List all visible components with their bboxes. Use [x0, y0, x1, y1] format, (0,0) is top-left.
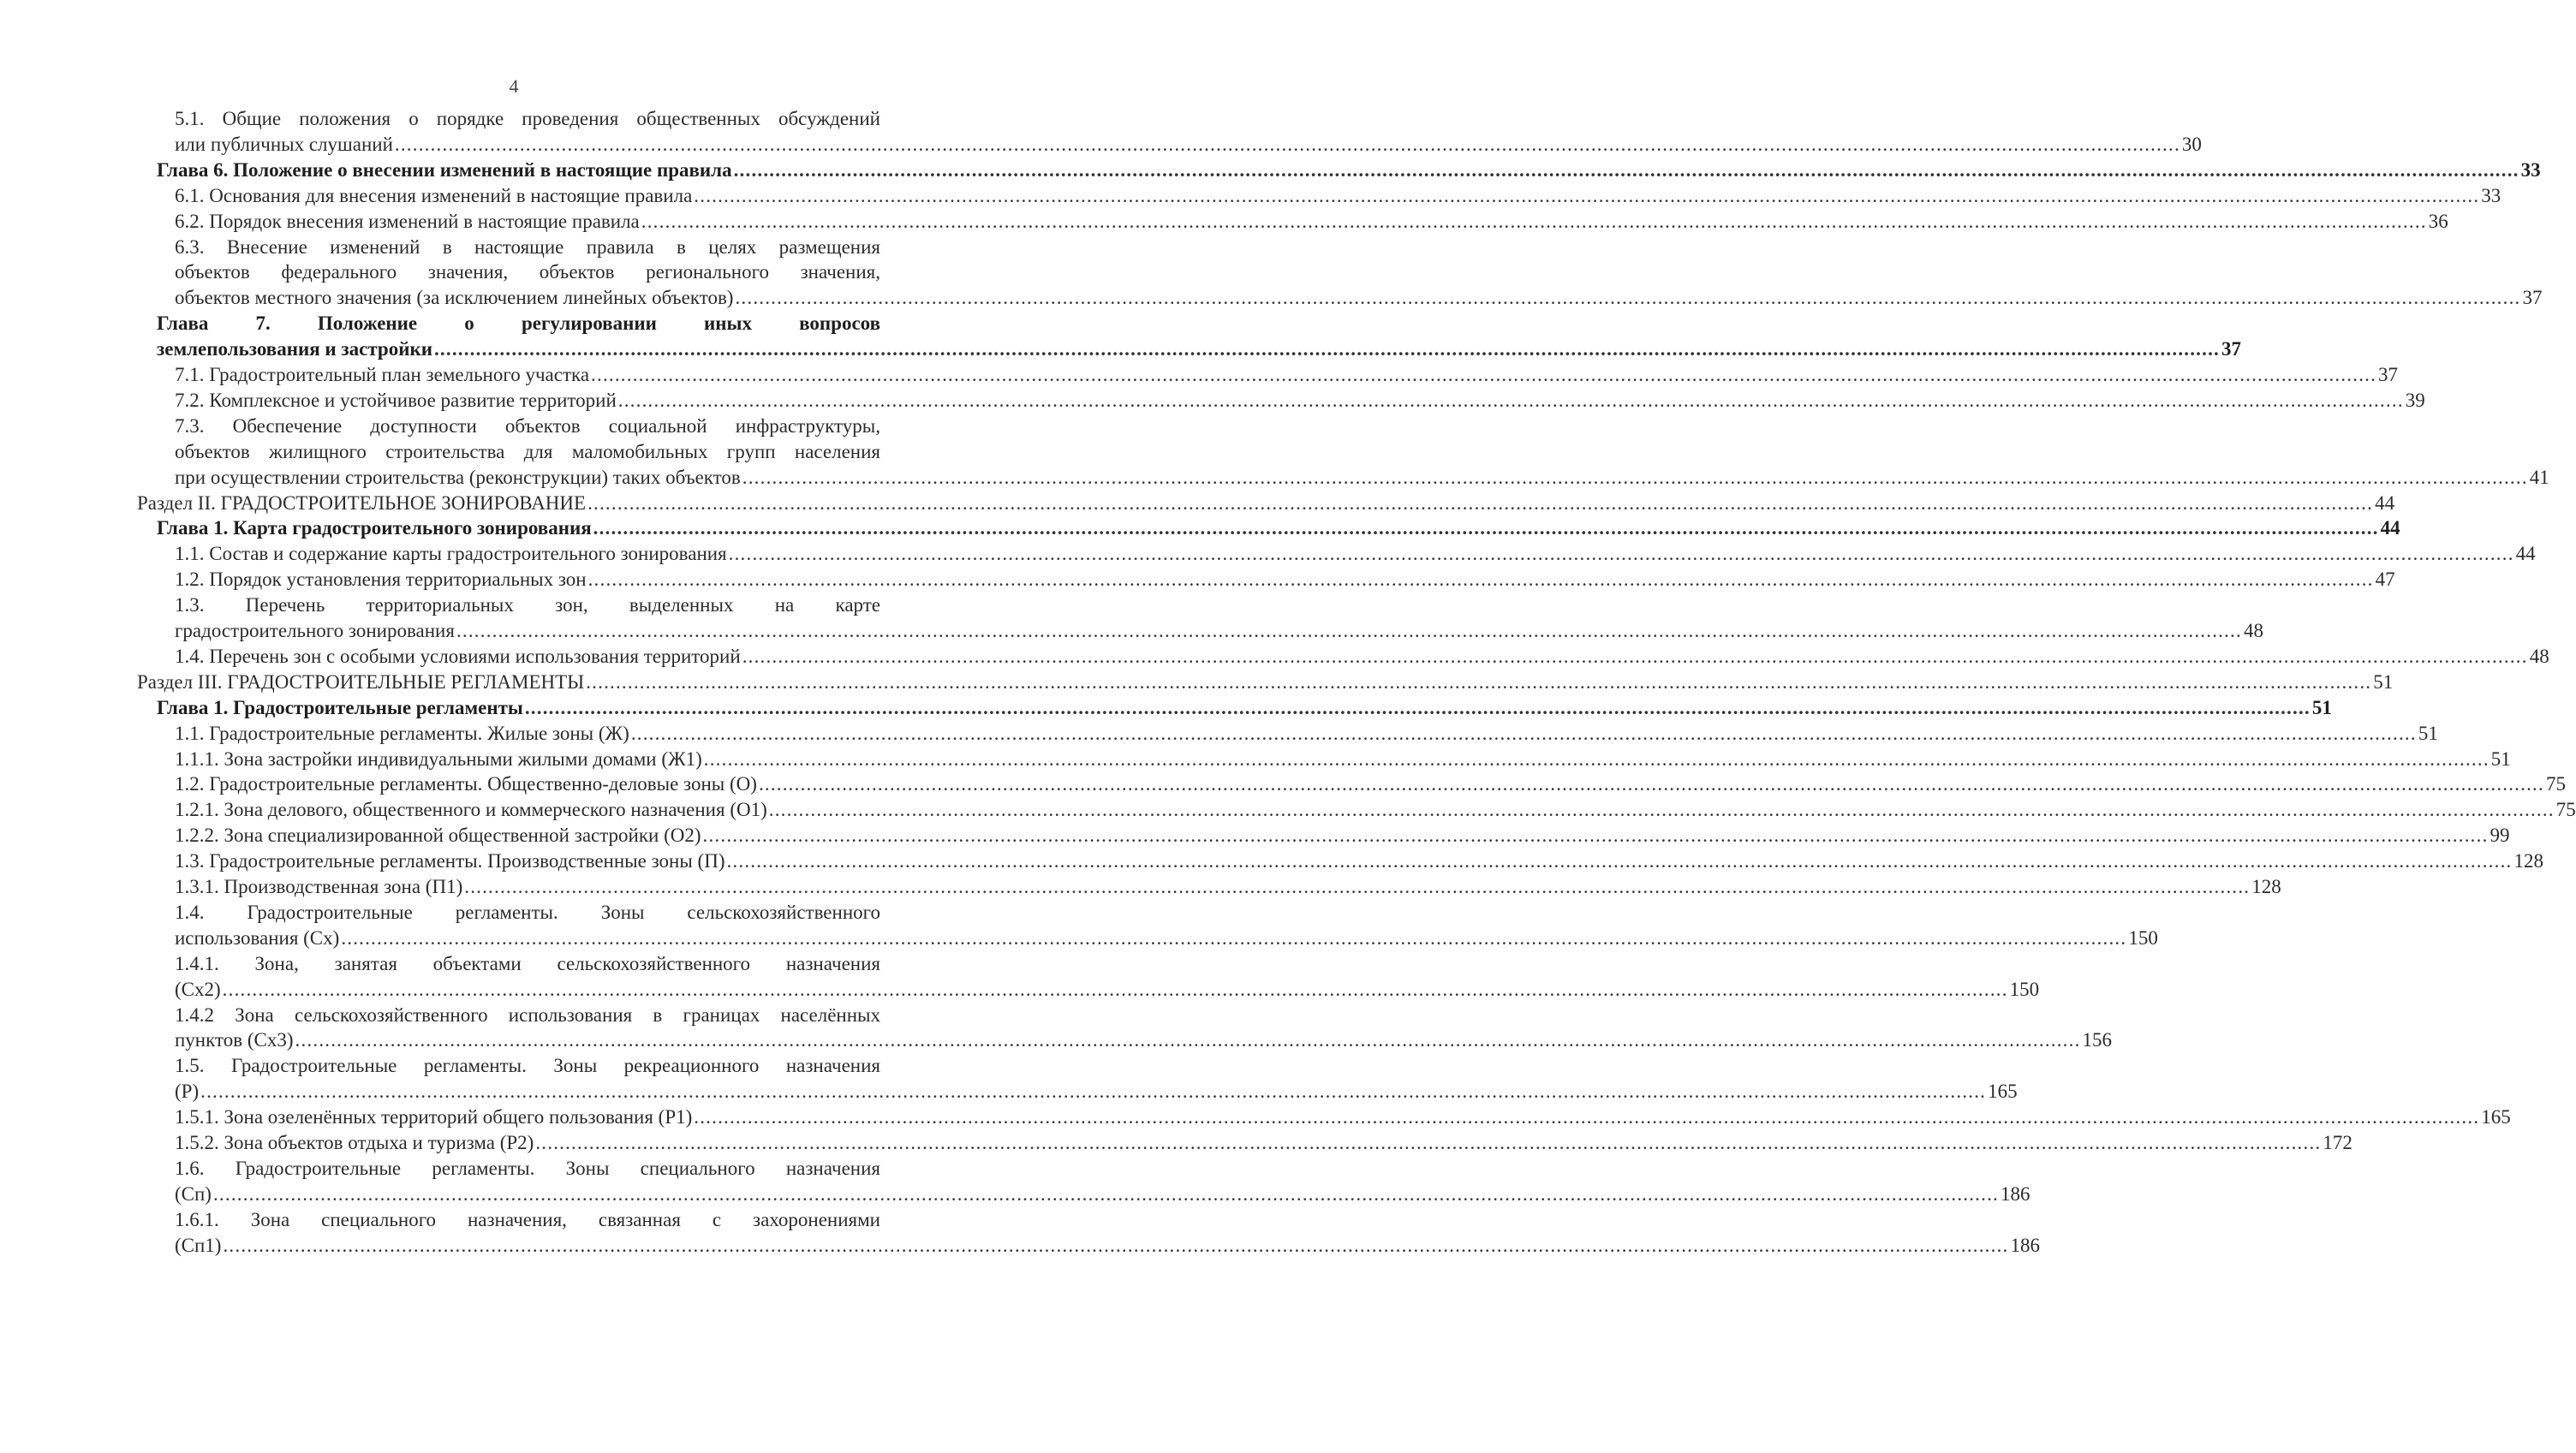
- toc-page-number: 165: [2481, 1106, 2511, 1128]
- toc-page-number: 99: [2490, 825, 2510, 847]
- toc-entry-text: 6.2. Порядок внесения изменений в настоящие правила: [175, 210, 640, 232]
- dot-leader: ............................................................................................................................................................................................................................................................................................................: [222, 978, 2008, 1000]
- toc-entry-text: 7.1. Градостроительный план земельного участка: [175, 364, 590, 385]
- toc-page-number: 44: [2380, 517, 2400, 539]
- dot-leader: ............................................................................................................................................................................................................................................................................................................: [694, 1106, 2480, 1128]
- toc-entry-text: 1.4.1. Зона, занятая объектами сельскохозяйственного назначения: [175, 952, 880, 974]
- toc-entry-line: [175, 848, 2543, 875]
- toc-entry-line: [157, 515, 2400, 542]
- toc-page-number: 172: [2323, 1132, 2352, 1153]
- toc-entry-text: 1.2.2. Зона специализированной общественной застройки (О2): [175, 825, 701, 847]
- dot-leader: ............................................................................................................................................................................................................................................................................................................: [464, 876, 2251, 897]
- toc-entry-text: градостроительного зонирования: [175, 620, 455, 641]
- toc-entry-line: [175, 873, 2281, 901]
- dot-leader: ............................................................................................................................................................................................................................................................................................................: [758, 773, 2544, 795]
- dot-leader: ............................................................................................................................................................................................................................................................................................................: [726, 850, 2513, 872]
- dot-leader: ............................................................................................................................................................................................................................................................................................................: [456, 620, 2242, 641]
- toc-entry-line: [157, 157, 2541, 184]
- dot-leader: ............................................................................................................................................................................................................................................................................................................: [295, 1029, 2081, 1051]
- toc-entry-text: 1.5. Градостроительные регламенты. Зоны рекреационного назначения: [175, 1055, 880, 1077]
- toc-entry-text: или публичных слушаний: [175, 133, 393, 155]
- toc-entry-text: 1.4. Градостроительные регламенты. Зоны сельскохозяйственного: [175, 901, 880, 923]
- toc-page-number: 186: [2000, 1182, 2030, 1205]
- toc-entry-line: [175, 1104, 2511, 1131]
- toc-entry-text: Глава 1. Градостроительные регламенты: [157, 696, 523, 718]
- toc-entry-line: [175, 1129, 2352, 1157]
- dot-leader: ............................................................................................................................................................................................................................................................................................................: [742, 466, 2528, 488]
- toc-entry-line: [175, 925, 2158, 952]
- toc-entry-text: 1.3. Градостроительные регламенты. Производственные зоны (П): [175, 850, 725, 872]
- dot-leader: ............................................................................................................................................................................................................................................................................................................: [212, 1182, 1999, 1205]
- dot-leader: ............................................................................................................................................................................................................................................................................................................: [735, 287, 2521, 309]
- toc-page-number: 128: [2251, 876, 2281, 897]
- toc-page-number: 41: [2529, 466, 2549, 488]
- toc-entry-text: 1.2. Градостроительные регламенты. Общественно-деловые зоны (О): [175, 773, 757, 795]
- toc-entry-text: 1.2.1. Зона делового, общественного и коммерческого назначения (О1): [175, 799, 767, 821]
- toc-page-number: 44: [2515, 543, 2536, 565]
- toc-entry-text: 6.1. Основания для внесения изменений в настоящие правила: [175, 184, 693, 206]
- toc-entry-line: [137, 669, 2394, 696]
- toc-entry-text: 1.6. Градостроительные регламенты. Зоны специального назначения: [175, 1157, 880, 1179]
- dot-leader: ............................................................................................................................................................................................................................................................................................................: [586, 670, 2372, 693]
- toc-page-number: 75: [2545, 773, 2566, 795]
- toc-entry-text: землепользования и застройки: [157, 338, 432, 360]
- toc-entry-text: 1.3. Перечень территориальных зон, выделенных на карте: [175, 594, 880, 616]
- toc-page-number: 47: [2375, 569, 2395, 591]
- toc-page-number: 128: [2513, 850, 2543, 872]
- toc-entry-text: объектов федерального значения, объектов регионального значения,: [175, 261, 880, 283]
- toc-entry-text: 1.3.1. Производственная зона (П1): [175, 876, 463, 897]
- toc-entry-text: 7.2. Комплексное и устойчивое развитие территорий: [175, 389, 617, 411]
- toc-entry-line: [175, 284, 2543, 312]
- toc-entry-line: [175, 822, 2510, 849]
- toc-page-number: 150: [2128, 926, 2158, 949]
- toc-page-number: 30: [2181, 133, 2202, 155]
- toc-entry-line: [175, 796, 2576, 824]
- toc-entry-text: объектов местного значения (за исключением линейных объектов): [175, 287, 734, 309]
- toc-page-number: 37: [2522, 287, 2543, 309]
- dot-leader: ............................................................................................................................................................................................................................................................................................................: [703, 747, 2490, 770]
- toc-page-number: 39: [2405, 389, 2425, 411]
- toc-entry-text: 1.5.2. Зона объектов отдыха и туризма (Р2): [175, 1132, 534, 1153]
- toc-entry-text: Глава 6. Положение о внесении изменений в настоящие правила: [157, 158, 732, 181]
- toc-entry-text: 1.1. Состав и содержание карты градостроительного зонирования: [175, 543, 727, 565]
- toc-entry-line: [175, 1078, 2018, 1105]
- toc-entry-line: [175, 976, 2040, 1003]
- dot-leader: ............................................................................................................................................................................................................................................................................................................: [593, 517, 2379, 539]
- toc-entry-text: 1.1. Градостроительные регламенты. Жилые зоны (Ж): [175, 722, 629, 744]
- dot-leader: ............................................................................................................................................................................................................................................................................................................: [742, 645, 2528, 667]
- toc-entry-text: 5.1. Общие положения о порядке проведения общественных обсуждений: [175, 108, 880, 129]
- dot-leader: ............................................................................................................................................................................................................................................................................................................: [630, 722, 2417, 744]
- toc-entry-line: [175, 771, 2566, 798]
- toc-entry-line: [175, 540, 2536, 568]
- toc-entry-line: [175, 387, 2425, 414]
- toc-entry-text: (Р): [175, 1081, 200, 1103]
- toc-entry-line: [175, 208, 2448, 235]
- toc-entry-text: (Сх2): [175, 978, 221, 1000]
- toc-page-number: 48: [2529, 645, 2549, 667]
- toc-entry-text: 1.4. Перечень зон с особыми условиями использования территорий: [175, 645, 741, 667]
- toc-entry-text: объектов жилищного строительства для маломобильных групп населения: [175, 440, 880, 462]
- toc-page-number: 156: [2082, 1029, 2113, 1051]
- dot-leader: ............................................................................................................................................................................................................................................................................................................: [587, 569, 2374, 591]
- toc-entry-line: [175, 361, 2399, 389]
- toc-page-number: 51: [2311, 696, 2332, 718]
- page-number: 4: [509, 75, 519, 97]
- toc-page-number: 51: [2490, 747, 2511, 770]
- toc-entry-text: Раздел II. ГРАДОСТРОИТЕЛЬНОЕ ЗОНИРОВАНИЕ: [137, 491, 587, 514]
- dot-leader: ............................................................................................................................................................................................................................................................................................................: [587, 491, 2374, 514]
- toc-entry-text: 7.3. Обеспечение доступности объектов социальной инфраструктуры,: [175, 414, 880, 437]
- toc-entry-text: 1.2. Порядок установления территориальных зон: [175, 569, 587, 591]
- toc-entry-text: 1.5.1. Зона озеленённых территорий общего пользования (Р1): [175, 1106, 693, 1128]
- dot-leader: ............................................................................................................................................................................................................................................................................................................: [702, 825, 2489, 847]
- toc-entry-line: [175, 1027, 2113, 1054]
- dot-leader: ............................................................................................................................................................................................................................................................................................................: [591, 364, 2377, 385]
- toc-entry-line: [175, 566, 2395, 593]
- toc-entry-text: использования (Сх): [175, 926, 340, 949]
- toc-entry-text: 6.3. Внесение изменений в настоящие правила в целях размещения: [175, 235, 880, 258]
- toc-page-number: 51: [2418, 722, 2438, 744]
- toc-entry-text: Глава 1. Карта градостроительного зонирования: [157, 517, 592, 539]
- toc-page-number: 33: [2520, 158, 2541, 181]
- dot-leader: ............................................................................................................................................................................................................................................................................................................: [617, 389, 2404, 411]
- toc-entry-line: [137, 490, 2395, 517]
- toc-entry-line: [175, 1181, 2030, 1208]
- dot-leader: ............................................................................................................................................................................................................................................................................................................: [768, 799, 2555, 821]
- dot-leader: ............................................................................................................................................................................................................................................................................................................: [223, 1234, 2009, 1256]
- toc-entry-text: Глава 7. Положение о регулировании иных вопросов: [157, 313, 880, 335]
- toc-page-number: 165: [1988, 1081, 2018, 1103]
- toc-page-number: 36: [2428, 210, 2448, 232]
- toc-entry-line: [175, 617, 2263, 645]
- toc-page-number: 150: [2009, 978, 2040, 1000]
- toc-page-number: 44: [2375, 491, 2395, 514]
- toc-entry-line: [175, 131, 2202, 158]
- dot-leader: ............................................................................................................................................................................................................................................................................................................: [535, 1132, 2322, 1153]
- dot-leader: ............................................................................................................................................................................................................................................................................................................: [733, 158, 2519, 181]
- dot-leader: ............................................................................................................................................................................................................................................................................................................: [694, 184, 2480, 206]
- dot-leader: ............................................................................................................................................................................................................................................................................................................: [641, 210, 2427, 232]
- toc-entry-text: (Сп1): [175, 1234, 222, 1256]
- toc-page-number: 48: [2243, 620, 2263, 641]
- toc-page-number: 33: [2481, 184, 2501, 206]
- dot-leader: ............................................................................................................................................................................................................................................................................................................: [341, 926, 2127, 949]
- toc-entry-line: [175, 182, 2501, 210]
- dot-leader: ............................................................................................................................................................................................................................................................................................................: [433, 338, 2220, 360]
- toc-page-number: 51: [2373, 670, 2394, 693]
- toc-page-number: 37: [2378, 364, 2399, 385]
- toc-page-number: 37: [2221, 338, 2241, 360]
- toc-entry-line: [175, 1232, 2040, 1259]
- toc-entry-text: (Сп): [175, 1182, 212, 1205]
- toc-entry-text: Раздел III. ГРАДОСТРОИТЕЛЬНЫЕ РЕГЛАМЕНТЫ: [137, 670, 585, 693]
- toc-page-number: 75: [2555, 799, 2576, 821]
- toc-entry-text: 1.4.2 Зона сельскохозяйственного использования в границах населённых: [175, 1003, 880, 1026]
- toc-entry-text: при осуществлении строительства (реконструкции) таких объектов: [175, 466, 741, 488]
- dot-leader: ............................................................................................................................................................................................................................................................................................................: [200, 1081, 1987, 1103]
- toc-entry-line: [157, 694, 2332, 722]
- dot-leader: ............................................................................................................................................................................................................................................................................................................: [524, 696, 2311, 718]
- toc-page-number: 186: [2010, 1234, 2040, 1256]
- toc-entry-text: 1.1.1. Зона застройки индивидуальными жилыми домами (Ж1): [175, 747, 702, 770]
- toc-entry-line: [175, 643, 2549, 670]
- toc-entry-line: [157, 336, 2241, 363]
- toc-entry-line: [175, 746, 2511, 773]
- dot-leader: ............................................................................................................................................................................................................................................................................................................: [394, 133, 2180, 155]
- dot-leader: ............................................................................................................................................................................................................................................................................................................: [728, 543, 2514, 565]
- toc-entry-text: пунктов (Сх3): [175, 1029, 294, 1051]
- toc-entry-text: 1.6.1. Зона специального назначения, связанная с захоронениями: [175, 1208, 880, 1230]
- toc-entry-line: [175, 720, 2438, 747]
- toc-entry-line: [175, 464, 2549, 491]
